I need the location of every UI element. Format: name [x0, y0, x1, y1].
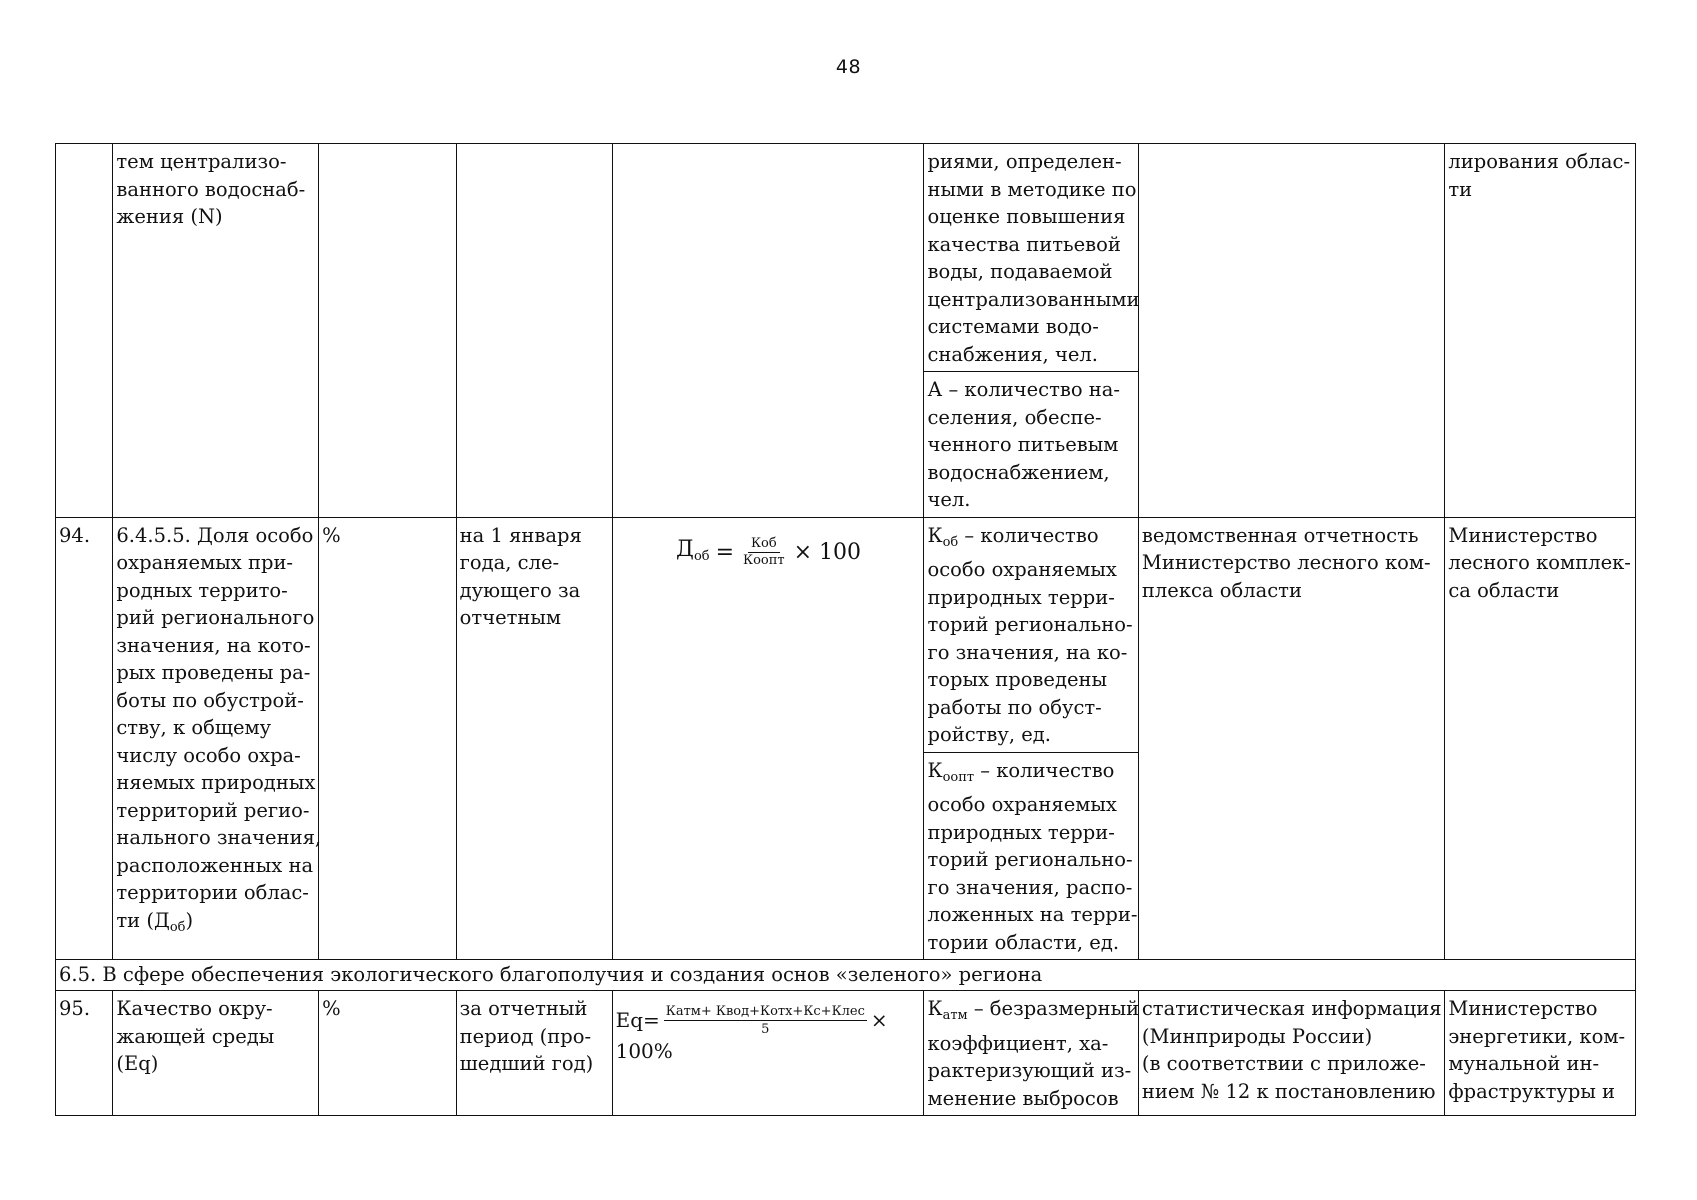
table-row: [56, 991, 1636, 1116]
section-header: 6.5. В сфере обеспечения экологического благополучия и создания основ «зеленого» региона: [56, 960, 1636, 991]
responsible-cell: Министерство энергетики, ком- мунальной ин- фраструктуры и: [1445, 991, 1636, 1116]
variable-definition: $К_{об}$ – количество особо охраняемых природных терри- торий регионально- го значения, на ко- торых проведены работы по обуст- ройству, ед.: [924, 518, 1137, 753]
row-number-cell: [56, 144, 113, 518]
indicator-name-cell: тем централизо- ванного водоснаб- жения (N): [113, 144, 319, 518]
section-header-row: [56, 960, 1636, 991]
responsible-cell: Министерство лесного комплек- са области: [1445, 517, 1636, 960]
page-number: 48: [835, 56, 862, 78]
variables-cell: [924, 517, 1138, 960]
indicator-name-cell: 6.4.5.5. Доля особо охраняемых при- родных террито- рий регионального значения, на кото- рых проведены ра- боты по обустрой- ству, к общему числу особо охра- няемых природных территорий регио- нального значения, расположенных на территории облас- ти $(Д_{об})$: [113, 517, 319, 960]
table-row: [56, 144, 1636, 518]
indicator-name-cell: Качество окру- жающей среды (Eq): [113, 991, 319, 1116]
unit-cell: %: [319, 517, 457, 960]
variables-cell: [924, 144, 1138, 518]
responsible-cell: лирования облас- ти: [1445, 144, 1636, 518]
formula: $Д_{об}$ = $\frac{\text{Коб}}{\text{Коопт}}$ × 100: [676, 536, 862, 569]
unit-cell: [319, 144, 457, 518]
indicator-table: [55, 143, 1636, 1116]
formula: Eq= $\frac{\text{Катм+ Квод+Котх+Кс+Клес}}{5}$ ×: [615, 1004, 888, 1037]
period-cell: за отчетный период (про- шедший год): [456, 991, 612, 1116]
unit-cell: %: [319, 991, 457, 1116]
table-row: [56, 517, 1636, 960]
source-cell: статистическая информация (Минприроды России) (в соответствии с приложе- нием № 12 к постановлению: [1138, 991, 1444, 1116]
row-number-cell: 94.: [56, 517, 113, 960]
formula-cell: [612, 517, 924, 960]
variable-definition: $К_{оопт}$ – количество особо охраняемых природных терри- торий регионально- го значения, распо- ложенных на терри- тории области, ед.: [927, 758, 1138, 954]
variable-definition: риями, определен- ными в методике по оценке повышения качества питьевой воды, подаваемой централизованными системами водо- снабжения, чел.: [924, 144, 1137, 372]
source-cell: ведомственная отчетность Министерство лесного ком- плекса области: [1138, 517, 1444, 960]
source-cell: [1138, 144, 1444, 518]
period-cell: на 1 января года, сле- дующего за отчетным: [456, 517, 612, 960]
formula-cell: [612, 144, 924, 518]
period-cell: [456, 144, 612, 518]
variable-definition: А – количество на- селения, обеспе- ченного питьевым водоснабжением, чел.: [927, 378, 1120, 511]
formula-cell: Eq= $\frac{\text{Катм+ Квод+Котх+Кс+Клес}}{5}$ × 100%: [612, 991, 924, 1116]
variables-cell: $К_{атм}$ – безразмерный коэффициент, ха- рактеризующий из- менение выбросов: [924, 991, 1138, 1116]
row-number-cell: 95.: [56, 991, 113, 1116]
